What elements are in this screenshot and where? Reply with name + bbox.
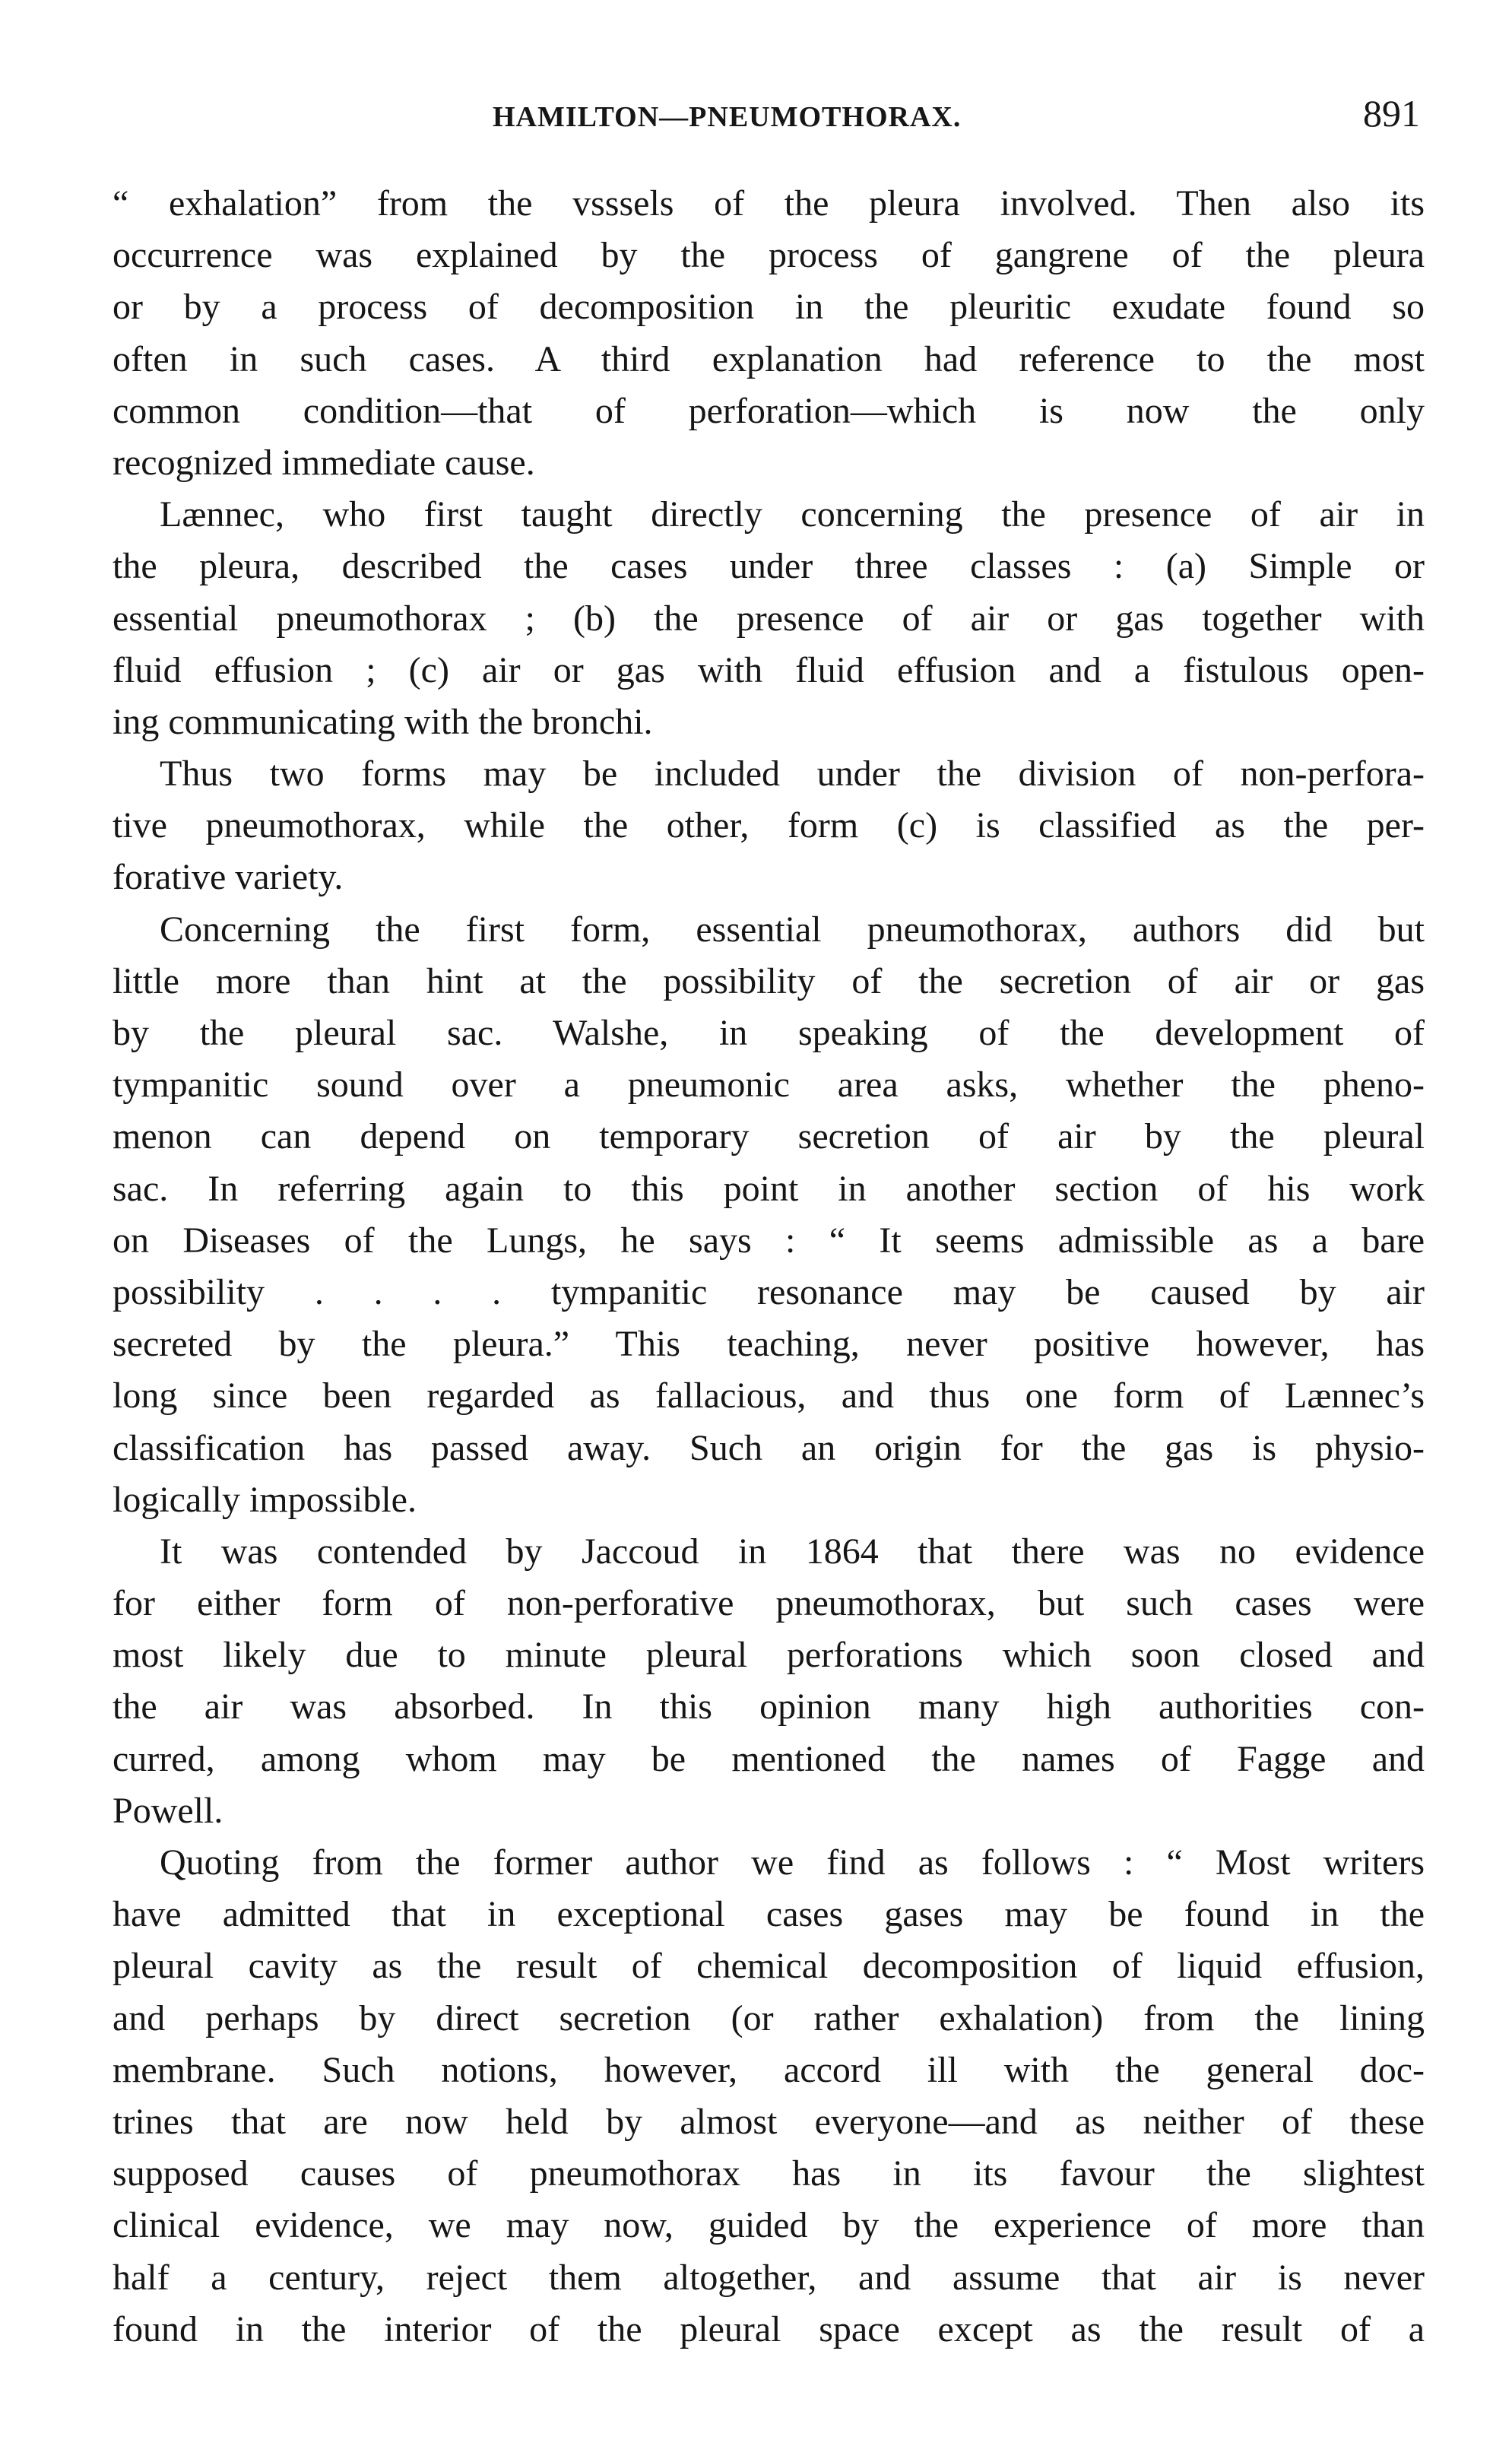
- text-line: tive pneumothorax, while the other, form (c) is classified as the per-: [113, 805, 1425, 846]
- text-line: most likely due to minute pleural perforations which soon closed and: [113, 1635, 1425, 1676]
- text-line: classification has passed away. Such an origin for the gas is physio-: [113, 1427, 1425, 1468]
- text-line: curred, among whom may be mentioned the names of Fagge and: [113, 1738, 1425, 1779]
- text-line: the pleura, described the cases under three classes : (a) Simple or: [113, 546, 1425, 587]
- text-line: essential pneumothorax ; (b) the presence of air or gas together with: [113, 598, 1425, 639]
- text-line: Concerning the first form, essential pneumothorax, authors did but: [160, 909, 1425, 950]
- text-line: by the pleural sac. Walshe, in speaking of the development of: [113, 1013, 1425, 1053]
- paragraph-jaccoud: [113, 1526, 1425, 1837]
- text-line: Thus two forms may be included under the division of non-perfora-: [160, 754, 1425, 795]
- text-line: menon can depend on temporary secretion of air by the pleural: [113, 1116, 1425, 1157]
- paragraph-laennec: [113, 489, 1425, 748]
- text-line: possibility . . . . tympanitic resonance may be caused by air: [113, 1271, 1425, 1312]
- paragraph-two-forms: [113, 748, 1425, 904]
- text-line: and perhaps by direct secretion (or rather exhalation) from the lining: [113, 1997, 1425, 2038]
- text-line: supposed causes of pneumothorax has in its favour the slightest: [113, 2153, 1425, 2194]
- text-line: for either form of non-perforative pneumothorax, but such cases were: [113, 1583, 1425, 1624]
- text-line: have admitted that in exceptional cases gases may be found in the: [113, 1894, 1425, 1935]
- text-line: Quoting from the former author we find as follows : “ Most writers: [160, 1842, 1425, 1883]
- text-line: ing communicating with the bronchi.: [113, 701, 653, 742]
- text-line: found in the interior of the pleural space except as the result of a: [113, 2308, 1425, 2349]
- text-line: pleural cavity as the result of chemical decomposition of liquid effusion,: [113, 1946, 1425, 1987]
- text-line: little more than hint at the possibility of the secretion of air or gas: [113, 960, 1425, 1001]
- page-number: 891: [1363, 92, 1420, 135]
- text-line: forative variety.: [113, 857, 344, 898]
- text-line: half a century, reject them altogether, and assume that air is never: [113, 2257, 1425, 2298]
- running-head: [105, 91, 1428, 144]
- text-line: occurrence was explained by the process of gangrene of the pleura: [113, 235, 1425, 276]
- text-line: membrane. Such notions, however, accord ill with the general doc-: [113, 2049, 1425, 2090]
- text-line: common condition—that of perforation—which is now the only: [113, 390, 1425, 431]
- text-line: recognized immediate cause.: [113, 442, 535, 483]
- paragraph-exhalation: [113, 178, 1425, 489]
- text-line: fluid effusion ; (c) air or gas with fluid effusion and a fistulous open-: [113, 649, 1425, 690]
- text-line: Lænnec, who first taught directly concerning the presence of air in: [160, 494, 1425, 535]
- text-line: trines that are now held by almost everyone—and as neither of these: [113, 2101, 1425, 2142]
- text-line: the air was absorbed. In this opinion many high authorities con-: [113, 1686, 1425, 1728]
- text-line: It was contended by Jaccoud in 1864 that there was no evidence: [160, 1531, 1425, 1572]
- running-title: HAMILTON—PNEUMOTHORAX.: [493, 101, 962, 133]
- text-line: on Diseases of the Lungs, he says : “ It seems admissible as a bare: [113, 1220, 1425, 1261]
- text-line: secreted by the pleura.” This teaching, never positive however, has: [113, 1324, 1425, 1365]
- body-text: [113, 178, 1425, 2356]
- text-line: “ exhalation” from the vsssels of the pleura involved. Then also its: [113, 183, 1425, 224]
- text-line: tympanitic sound over a pneumonic area asks, whether the pheno-: [113, 1064, 1425, 1106]
- text-line: sac. In referring again to this point in another section of his work: [113, 1168, 1425, 1209]
- text-line: clinical evidence, we may now, guided by the experience of more than: [113, 2205, 1425, 2246]
- text-line: long since been regarded as fallacious, and thus one form of Lænnec’s: [113, 1375, 1425, 1417]
- paragraph-quotation: [113, 1837, 1425, 2356]
- text-line: logically impossible.: [113, 1479, 417, 1520]
- paragraph-essential-form: [113, 904, 1425, 1526]
- text-line: often in such cases. A third explanation had reference to the most: [113, 338, 1425, 379]
- text-line: or by a process of decomposition in the pleuritic exudate found so: [113, 287, 1425, 328]
- text-line: Powell.: [113, 1790, 223, 1831]
